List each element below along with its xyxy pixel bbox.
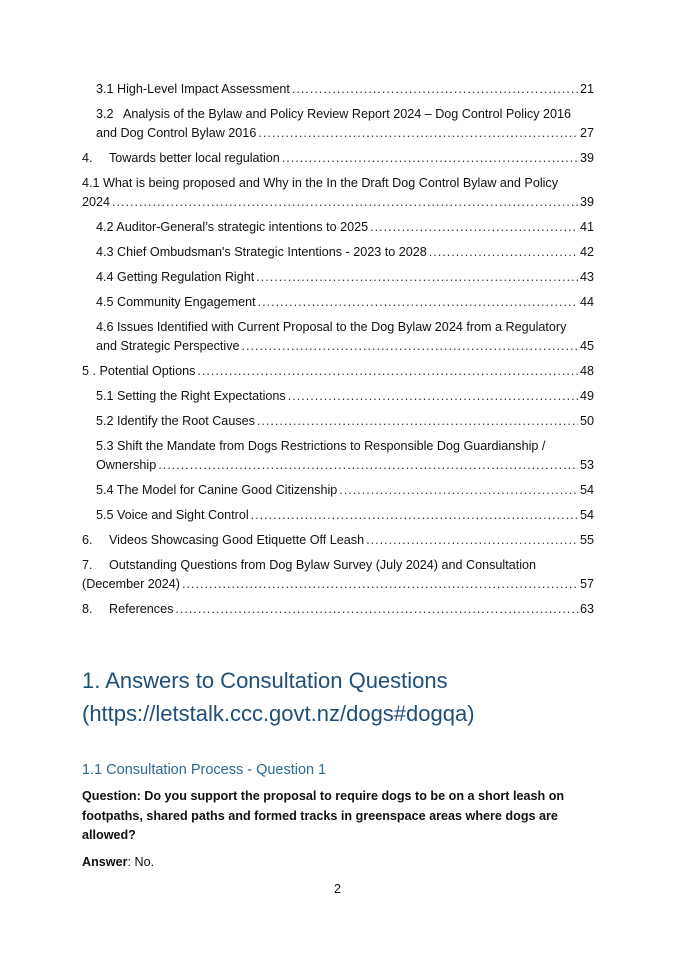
toc-entry[interactable] <box>82 149 594 168</box>
toc-dot-leader <box>282 149 578 168</box>
toc-entry-label: 5.2 Identify the Root Causes <box>96 414 255 428</box>
toc-entry-label: 4.5 Community Engagement <box>96 295 256 309</box>
toc-entry-title: 4.6 Issues Identified with Current Proposal to the Dog Bylaw 2024 from a Regulatory <box>96 320 567 334</box>
toc-entry-text <box>96 318 594 337</box>
toc-entry[interactable] <box>82 481 594 500</box>
toc-dot-leader <box>175 600 578 619</box>
toc-entry[interactable] <box>82 600 594 619</box>
consultation-question: Question: Do you support the proposal to require dogs to be on a short leash on footpaths, shared paths and formed tracks in greenspace areas where dogs are allowed? <box>82 789 565 842</box>
toc-entry-text <box>96 105 594 124</box>
answer-text: : No. <box>127 855 155 869</box>
toc-page-number: 42 <box>579 245 594 259</box>
toc-entry-title <box>96 293 256 312</box>
toc-entry-title: Analysis of the Bylaw and Policy Review Report 2024 – Dog Control Policy 2016 <box>123 107 572 121</box>
toc-entry-label: 4.2 Auditor-General’s strategic intentions to 2025 <box>96 220 369 234</box>
toc-entry[interactable] <box>82 105 594 143</box>
toc-entry-title <box>96 337 240 356</box>
toc-page-number: 57 <box>579 577 594 591</box>
toc-dot-leader <box>339 481 578 500</box>
toc-dot-leader <box>258 124 578 143</box>
toc-entry[interactable] <box>82 174 594 212</box>
toc-entry[interactable] <box>82 506 594 525</box>
toc-page-number: 44 <box>579 295 594 309</box>
answer-label: Answer <box>82 855 128 869</box>
toc-entry[interactable] <box>82 362 594 381</box>
toc-entry-title <box>96 506 249 525</box>
toc-entry-label: Towards better local regulation <box>109 151 280 165</box>
toc-entry-label: Ownership <box>96 458 157 472</box>
toc-entry-label: 2024 <box>82 195 111 209</box>
toc-entry-title: 5.3 Shift the Mandate from Dogs Restrictions to Responsible Dog Guardianship / <box>96 439 546 453</box>
toc-dot-leader <box>257 412 578 431</box>
toc-entry-title: Outstanding Questions from Dog Bylaw Survey (July 2024) and Consultation <box>109 558 537 572</box>
toc-entry-label: References <box>109 602 174 616</box>
toc-entry-title <box>96 218 368 237</box>
toc-page-number: 49 <box>579 389 594 403</box>
toc-page-number: 45 <box>579 339 594 353</box>
toc-entry-title <box>96 80 290 99</box>
toc-entry-label: 5.4 The Model for Canine Good Citizenship <box>96 483 338 497</box>
toc-page-number: 50 <box>579 414 594 428</box>
toc-entry-number: 7. <box>82 558 93 572</box>
toc-entry[interactable] <box>82 531 594 550</box>
toc-entry[interactable] <box>82 318 594 356</box>
toc-page-number: 41 <box>579 220 594 234</box>
toc-page-number: 48 <box>579 364 594 378</box>
toc-entry-title <box>96 268 254 287</box>
toc-entry-number: 8. <box>82 602 93 616</box>
toc-entry-number: 6. <box>82 533 93 547</box>
toc-entry-label: 5.5 Voice and Sight Control <box>96 508 249 522</box>
toc-entry[interactable] <box>82 80 594 99</box>
toc-entry[interactable] <box>82 268 594 287</box>
consultation-answer <box>82 855 154 869</box>
toc-entry-text <box>82 174 594 193</box>
toc-page-number: 54 <box>579 483 594 497</box>
toc-entry-title <box>82 193 110 212</box>
section-heading: 1. Answers to Consultation Questions (https://letstalk.ccc.govt.nz/dogs#dogqa) <box>82 668 475 726</box>
toc-dot-leader <box>158 456 578 475</box>
toc-entry-text <box>82 556 594 575</box>
toc-entry-title: 4.1 What is being proposed and Why in the In the Draft Dog Control Bylaw and Policy <box>82 176 559 190</box>
toc-entry-title <box>82 600 173 619</box>
toc-dot-leader <box>366 531 578 550</box>
toc-dot-leader <box>370 218 578 237</box>
toc-dot-leader <box>112 193 578 212</box>
toc-page-number: 27 <box>579 126 594 140</box>
toc-entry-title <box>96 387 286 406</box>
toc-entry-title <box>96 456 156 475</box>
toc-entry[interactable] <box>82 218 594 237</box>
toc-entry[interactable] <box>82 243 594 262</box>
toc-dot-leader <box>197 362 578 381</box>
toc-dot-leader <box>182 575 578 594</box>
toc-page-number: 43 <box>579 270 594 284</box>
toc-page-number: 54 <box>579 508 594 522</box>
toc-entry-label: and Dog Control Bylaw 2016 <box>96 126 257 140</box>
page-number: 2 <box>333 882 341 896</box>
toc-dot-leader <box>242 337 578 356</box>
toc-page-number: 39 <box>579 151 594 165</box>
toc-entry-title <box>96 412 255 431</box>
toc-entry-label: and Strategic Perspective <box>96 339 240 353</box>
toc-entry-number: 3.2 <box>96 107 114 121</box>
toc-entry[interactable] <box>82 387 594 406</box>
toc-entry-title <box>82 362 195 381</box>
toc-entry-title <box>96 243 427 262</box>
toc-dot-leader <box>292 80 578 99</box>
toc-entry[interactable] <box>82 437 594 475</box>
toc-entry-number: 4. <box>82 151 93 165</box>
toc-entry[interactable] <box>82 293 594 312</box>
toc-dot-leader <box>251 506 578 525</box>
toc-entry-label: 4.4 Getting Regulation Right <box>96 270 255 284</box>
toc-entry-label: Videos Showcasing Good Etiquette Off Leash <box>109 533 365 547</box>
toc-dot-leader <box>288 387 578 406</box>
toc-entry-label: 4.3 Chief Ombudsman's Strategic Intentions - 2023 to 2028 <box>96 245 427 259</box>
subsection-heading: 1.1 Consultation Process - Question 1 <box>82 762 327 778</box>
toc-entry-title <box>82 575 180 594</box>
toc-page-number: 55 <box>579 533 594 547</box>
toc-entry-text <box>96 437 594 456</box>
toc-entry-title <box>82 149 280 168</box>
toc-dot-leader <box>256 268 578 287</box>
toc-page-number: 63 <box>579 602 594 616</box>
toc-page-number: 21 <box>579 82 594 96</box>
toc-dot-leader <box>258 293 578 312</box>
table-of-contents <box>82 80 594 625</box>
toc-page-number: 39 <box>579 195 594 209</box>
toc-entry-title <box>82 531 364 550</box>
toc-entry-title <box>96 481 337 500</box>
toc-entry-label: (December 2024) <box>82 577 180 591</box>
toc-entry[interactable] <box>82 556 594 594</box>
toc-entry-title <box>96 124 256 143</box>
toc-page-number: 53 <box>579 458 594 472</box>
toc-entry-label: 5.1 Setting the Right Expectations <box>96 389 286 403</box>
toc-entry-label: 5 . Potential Options <box>82 364 196 378</box>
toc-dot-leader <box>429 243 578 262</box>
toc-entry-label: 3.1 High-Level Impact Assessment <box>96 82 290 96</box>
toc-entry[interactable] <box>82 412 594 431</box>
